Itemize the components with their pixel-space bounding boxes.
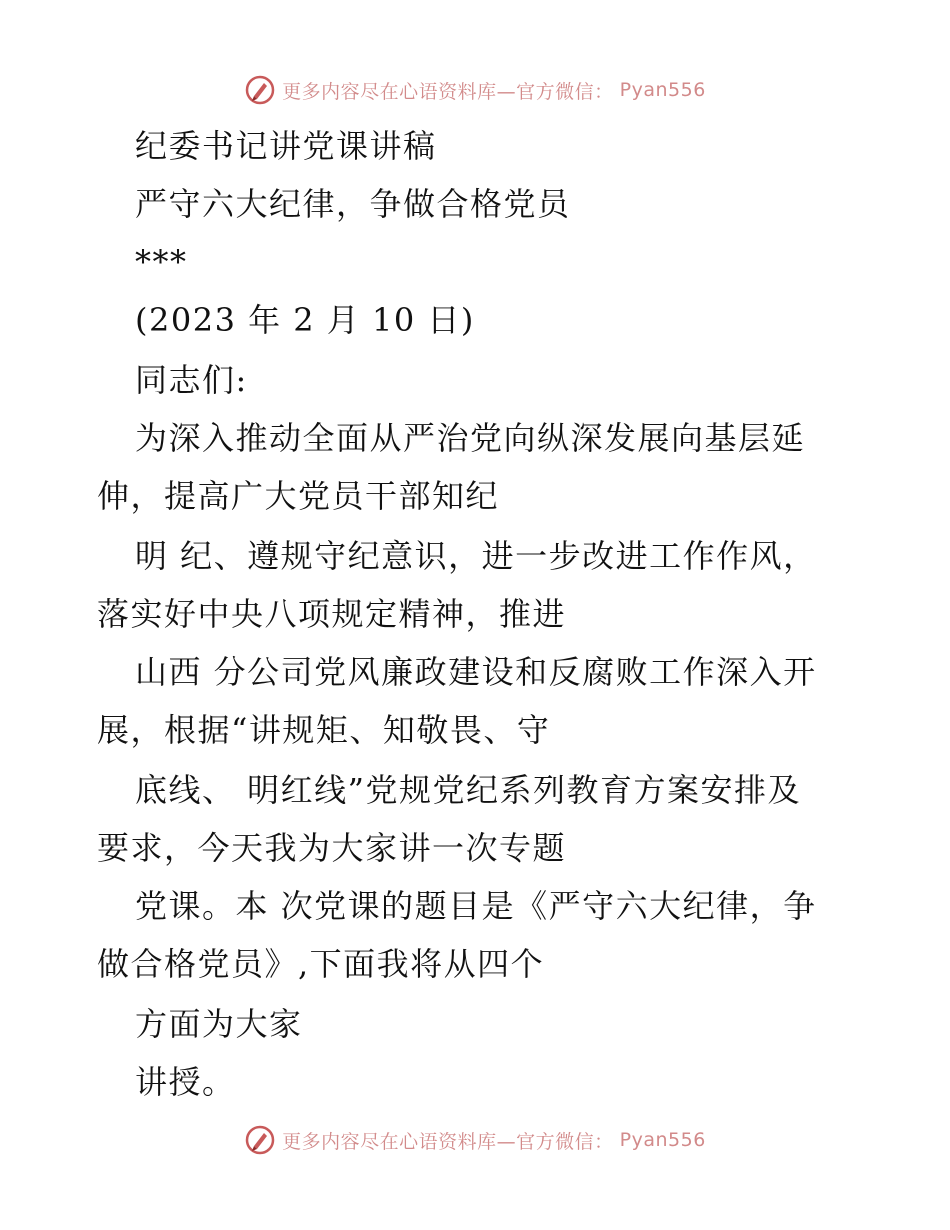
body-line: 山西 分公司党风廉政建设和反腐败工作深入开: [135, 653, 817, 691]
document-date: (2023 年 2 月 10 日): [135, 301, 475, 339]
document-subtitle: 严守六大纪律，争做合格党员: [135, 185, 571, 223]
body-line: 方面为大家: [135, 1005, 303, 1043]
body-line: 为深入推动全面从严治党向纵深发展向基层延: [135, 419, 806, 457]
pen-logo-icon: [244, 1124, 276, 1156]
body-line: 要求，今天我为大家讲一次专题: [97, 829, 567, 867]
body-line: 底线、 明红线”党规党纪系列教育方案安排及: [135, 771, 802, 809]
pen-logo-icon: [244, 74, 276, 106]
body-line: 做合格党员》,下面我将从四个: [97, 945, 545, 983]
watermark-wechat-id: Pyan556: [619, 1129, 706, 1151]
body-line: 党课。本 次党课的题目是《严守六大纪律，争: [135, 887, 817, 925]
body-line: 讲授。: [135, 1063, 236, 1101]
watermark-footer: [0, 1120, 950, 1160]
author-placeholder: ***: [135, 243, 188, 281]
body-line: 展，根据“讲规矩、知敬畏、守: [97, 711, 551, 749]
watermark-wechat-id: Pyan556: [619, 79, 706, 101]
watermark-text: 更多内容尽在心语资料库—官方微信：: [282, 1130, 614, 1153]
watermark-text: 更多内容尽在心语资料库—官方微信：: [282, 80, 614, 103]
body-line: 伸，提高广大党员干部知纪: [97, 477, 500, 515]
watermark-header: [0, 70, 950, 110]
document-title: 纪委书记讲党课讲稿: [135, 127, 437, 165]
body-line: 落实好中央八项规定精神，推进: [97, 595, 567, 633]
body-line: 明 纪、遵规守纪意识，进一步改进工作作风，: [135, 537, 817, 575]
salutation: 同志们:: [135, 361, 248, 399]
